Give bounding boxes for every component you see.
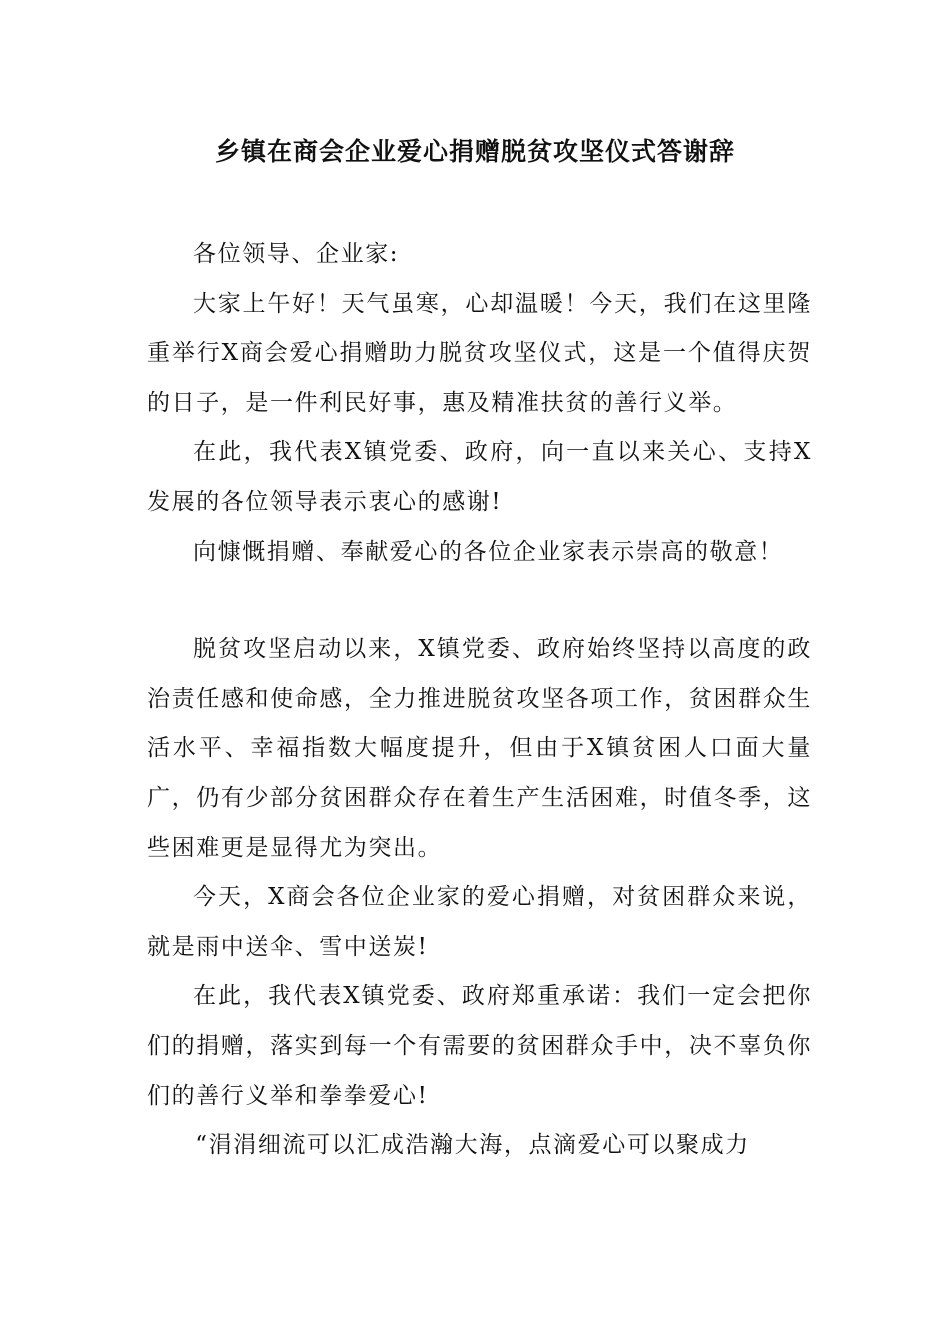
- document-body: [147, 230, 812, 1171]
- salutation: 各位领导、企业家:: [193, 241, 400, 267]
- paragraph-thanks-leaders: 在此，我代表X镇党委、政府，向一直以来关心、支持X发展的各位领导表示衷心的感谢!: [147, 439, 812, 515]
- paragraph-commitment: 在此，我代表X镇党委、政府郑重承诺：我们一定会把你们的捐赠，落实到每一个有需要的贫困群众手中，决不辜负你们的善行义举和拳拳爱心!: [147, 983, 812, 1109]
- paragraph-thanks-entrepreneurs: 向慷慨捐赠、奉献爱心的各位企业家表示崇高的敬意！: [193, 538, 784, 565]
- paragraph-donation-significance: 今天，X商会各位企业家的爱心捐赠，对贫困群众来说，就是雨中送伞、雪中送炭!: [147, 884, 812, 960]
- paragraph-greeting: 大家上午好！天气虽寒，心却温暖！今天，我们在这里隆重举行X商会爱心捐赠助力脱贫攻坚仪式，这是一个值得庆贺的日子，是一件利民好事，惠及精准扶贫的善行义举。: [147, 290, 812, 416]
- document-title: 乡镇在商会企业爱心捐赠脱贫攻坚仪式答谢辞: [214, 137, 735, 166]
- paragraph-poverty-background: 脱贫攻坚启动以来，X镇党委、政府始终坚持以高度的政治责任感和使命感，全力推进脱贫攻坚各项工作，贫困群众生活水平、幸福指数大幅度提升，但由于X镇贫困人口面大量广，仍有少部分贫困群众存在着生产生活困难，时值冬季，这些困难更是显得尤为突出。: [147, 636, 812, 861]
- paragraph-quote: “涓涓细流可以汇成浩瀚大海，点滴爱心可以聚成力: [195, 1132, 750, 1159]
